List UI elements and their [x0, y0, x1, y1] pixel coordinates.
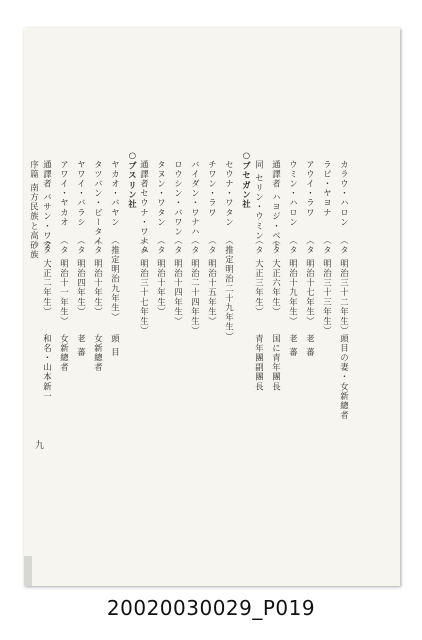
section-heading: ○ブスリン社: [127, 150, 138, 210]
entry-birth: （タ 明治三十三年生）: [322, 236, 333, 336]
entry-name: カラウ・ハロン: [339, 160, 350, 228]
entry-birth: （タ 明治十年生）: [93, 236, 104, 317]
entry-name: 序篇 南方民族と高砂族: [29, 160, 40, 260]
entry-role: 老 蕃: [288, 334, 299, 358]
entry-name: セウナ・ワタン: [224, 160, 235, 228]
entry-role: 女新總者: [93, 334, 104, 373]
entry-birth: （タ 明治三十七年生）: [139, 236, 150, 336]
entry-birth: （推定明治九年生）: [110, 236, 121, 323]
section-heading: ○ブセガン社: [241, 150, 252, 210]
entry-name: 同 セリン・ウミン: [254, 160, 265, 241]
entry-birth: （タ 明治十年生）: [156, 236, 167, 317]
entry-birth: （タ 明治十五年生）: [207, 236, 218, 327]
entry-name: ロウシン・バワン: [173, 160, 184, 237]
entry-name: 通譯者 バサン・ワタ: [42, 160, 53, 251]
image-caption: 20020030029_P019: [106, 596, 316, 620]
entry-role: 国に青年團長: [271, 334, 282, 392]
entry-role: 老 蕃: [76, 334, 87, 358]
entry-name: アワイ・ヤカオ: [59, 160, 70, 228]
entry-birth: （推定明治二十九年生）: [224, 236, 235, 342]
entry-birth: （タ 明治二十四年生）: [190, 236, 201, 336]
entry-name: チワン・ラワ: [207, 160, 218, 218]
entry-name: タヌン・ワタン: [156, 160, 167, 228]
entry-name: ラピ・ヤヨナ: [322, 160, 333, 218]
entry-role: 青年團副團長: [254, 334, 265, 392]
entry-role: 女新總者: [59, 334, 70, 373]
entry-name: ヤワイ・バラシ: [76, 160, 87, 228]
entry-name: タツバン・ビータイ: [93, 160, 104, 247]
entry-name: ヤカオ・バヤン: [110, 160, 121, 228]
entry-name: ウミン・ハロン: [288, 160, 299, 228]
entry-birth: （タ 大正二年生）: [42, 236, 53, 317]
entry-name: アウイ・ラワ: [305, 160, 316, 218]
entry-role: 老 蕃: [305, 334, 316, 358]
entry-birth: （タ 明治四年生）: [76, 236, 87, 317]
document-page: [24, 28, 400, 586]
entry-name: 通譯者 ハヨジ・ベト: [271, 160, 282, 251]
entry-birth: （タ 明治十一年生）: [59, 236, 70, 327]
entry-role: 頭目の妻・女新總者: [339, 334, 350, 421]
page-number: 九: [33, 440, 43, 449]
entry-birth: （タ 明治三十二年生）: [339, 236, 350, 336]
entry-birth: （タ 明治十七年生）: [305, 236, 316, 327]
entry-role: 和名・山本新一: [42, 334, 53, 402]
entry-name: バイダン・ワナハ: [190, 160, 201, 237]
entry-birth: （タ 大正三年生）: [254, 236, 265, 317]
entry-birth: （タ 明治十九年生）: [288, 236, 299, 327]
entry-role: 頭 目: [110, 334, 121, 358]
scan-edge: [24, 556, 32, 586]
entry-name: 通譯者セウナ・ワナハ: [139, 160, 150, 256]
entry-birth: （タ 明治十四年生）: [173, 236, 184, 327]
entry-birth: （タ 大正六年生）: [271, 236, 282, 317]
